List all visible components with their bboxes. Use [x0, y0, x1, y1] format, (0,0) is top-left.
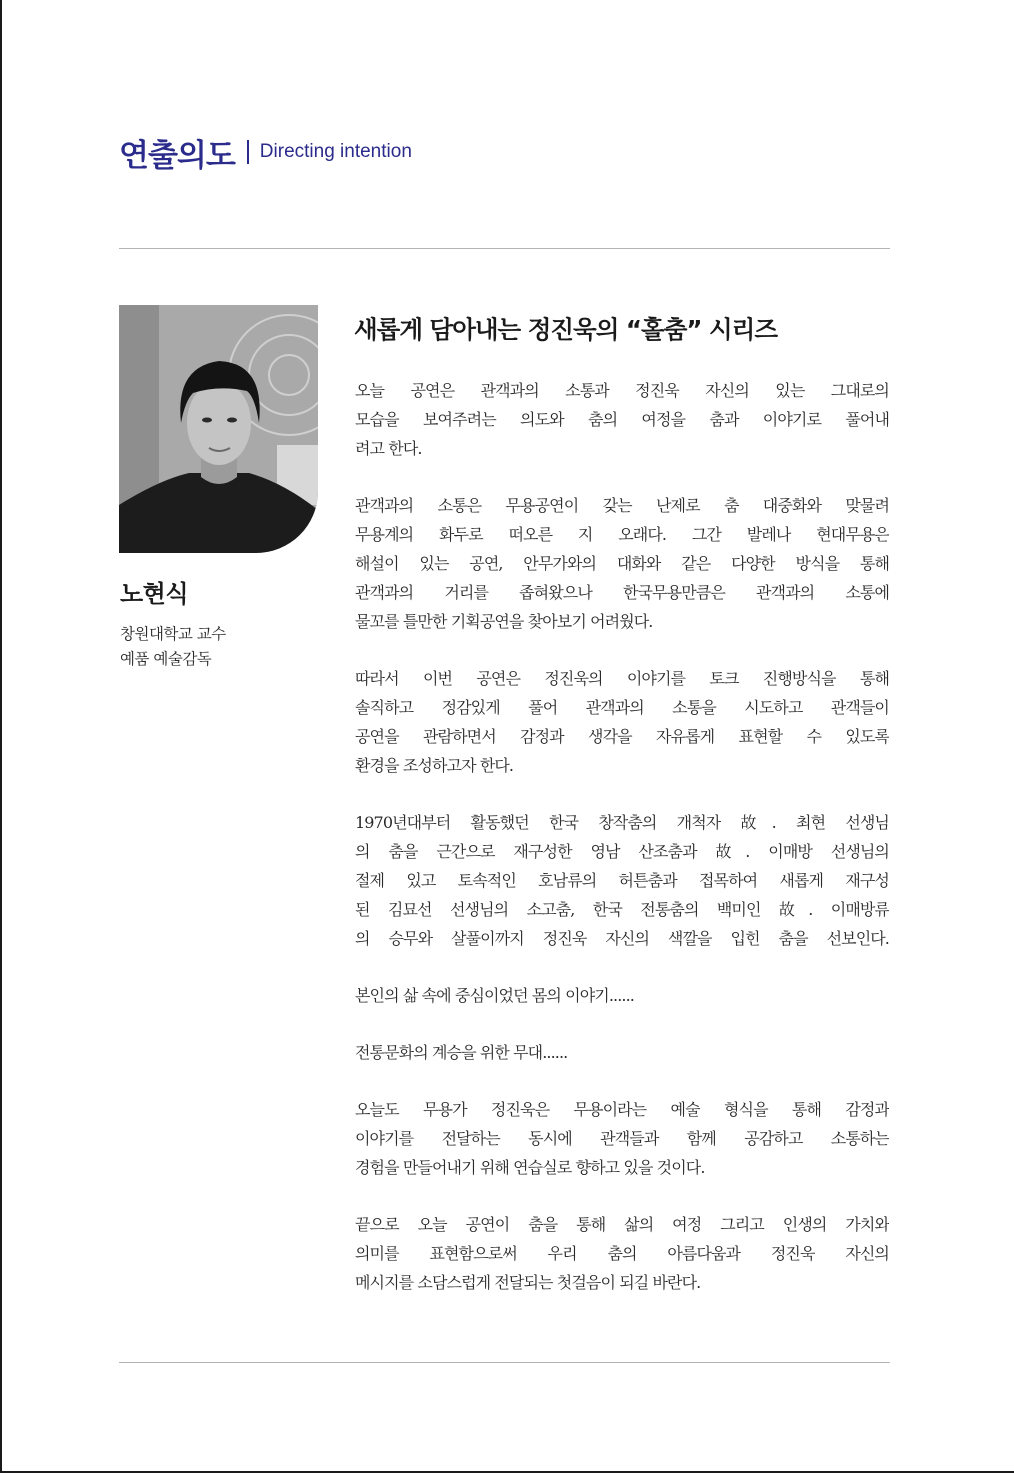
- text-line: 모습을 보여주려는 의도와 춤의 여정을 춤과 이야기로 풀어내: [355, 410, 889, 429]
- text-line: 오늘 공연은 관객과의 소통과 정진욱 자신의 있는 그대로의: [355, 381, 889, 400]
- text-line: 관객과의 소통은 무용공연이 갖는 난제로 춤 대중화와 맞물려: [355, 496, 889, 515]
- text-line: 1970년대부터 활동했던 한국 창작춤의 개척자 故. 최현 선생님: [355, 813, 889, 832]
- text-line: 환경을 조성하고자 한다.: [355, 756, 514, 775]
- text-line: 이야기를 전달하는 동시에 관객들과 함께 공감하고 소통하는: [355, 1129, 889, 1148]
- text-line: 오늘도 무용가 정진욱은 무용이라는 예술 형식을 통해 감정과: [355, 1100, 889, 1119]
- text-line: 된 김묘선 선생님의 소고춤, 한국 전통춤의 백미인 故. 이매방류: [355, 900, 889, 919]
- article-body: [355, 376, 889, 1325]
- text-line: 의 승무와 살풀이까지 정진욱 자신의 색깔을 입힌 춤을 선보인다.: [355, 929, 889, 948]
- text-line: 따라서 이번 공연은 정진욱의 이야기를 토크 진행방식을 통해: [355, 669, 889, 688]
- author-name: 노현식: [120, 580, 189, 608]
- top-divider: [119, 248, 890, 249]
- text-line: 관객과의 거리를 좁혀왔으나 한국무용만큼은 관객과의 소통에: [355, 583, 889, 602]
- section-title-english: Directing intention: [259, 141, 412, 162]
- text-line: 경험을 만들어내기 위해 연습실로 향하고 있을 것이다.: [355, 1158, 705, 1177]
- text-line: 해설이 있는 공연, 안무가와의 대화와 같은 다양한 방식을 통해: [355, 554, 889, 573]
- text-line: 의미를 표현함으로써 우리 춤의 아름다움과 정진욱 자신의: [355, 1244, 889, 1263]
- text-line: 메시지를 소담스럽게 전달되는 첫걸음이 되길 바란다.: [355, 1273, 701, 1292]
- text-line: 공연을 관람하면서 감정과 생각을 자유롭게 표현할 수 있도록: [355, 727, 889, 746]
- text-line: 무용계의 화두로 떠오른 지 오래다. 그간 발레나 현대무용은: [355, 525, 889, 544]
- author-role-professor: 창원대학교 교수: [120, 625, 226, 643]
- paragraph: [355, 808, 889, 953]
- text-line: 본인의 삶 속에 중심이었던 몸의 이야기......: [355, 986, 634, 1005]
- text-line: 끝으로 오늘 공연이 춤을 통해 삶의 여정 그리고 인생의 가치와: [355, 1215, 889, 1234]
- text-line: 솔직하고 정감있게 풀어 관객과의 소통을 시도하고 관객들이: [355, 698, 889, 717]
- paragraph: [355, 376, 889, 463]
- text-line: 절제 있고 토속적인 호남류의 허튼춤과 접목하여 새롭게 재구성: [355, 871, 889, 890]
- text-line: 의 춤을 근간으로 재구성한 영남 산조춤과 故. 이매방 선생님의: [355, 842, 889, 861]
- paragraph: [355, 1038, 889, 1067]
- paragraph: [355, 1095, 889, 1182]
- paragraph: [355, 981, 889, 1010]
- text-line: 물꼬를 틀만한 기획공연을 찾아보기 어려웠다.: [355, 612, 653, 631]
- text-line: 전통문화의 계승을 위한 무대......: [355, 1043, 568, 1062]
- paragraph: [355, 491, 889, 636]
- article-title: 새롭게 담아내는 정진욱의 “홀춤” 시리즈: [354, 315, 777, 344]
- text-line: 려고 한다.: [355, 439, 422, 458]
- profile-photo: [119, 305, 318, 553]
- section-title-korean: 연출의도: [119, 137, 235, 174]
- paragraph: [355, 1210, 889, 1297]
- title-separator: [247, 140, 249, 164]
- bottom-divider: [119, 1362, 890, 1363]
- section-header: [119, 130, 412, 174]
- paragraph: [355, 664, 889, 780]
- author-role-director: 예품 예술감독: [120, 650, 212, 668]
